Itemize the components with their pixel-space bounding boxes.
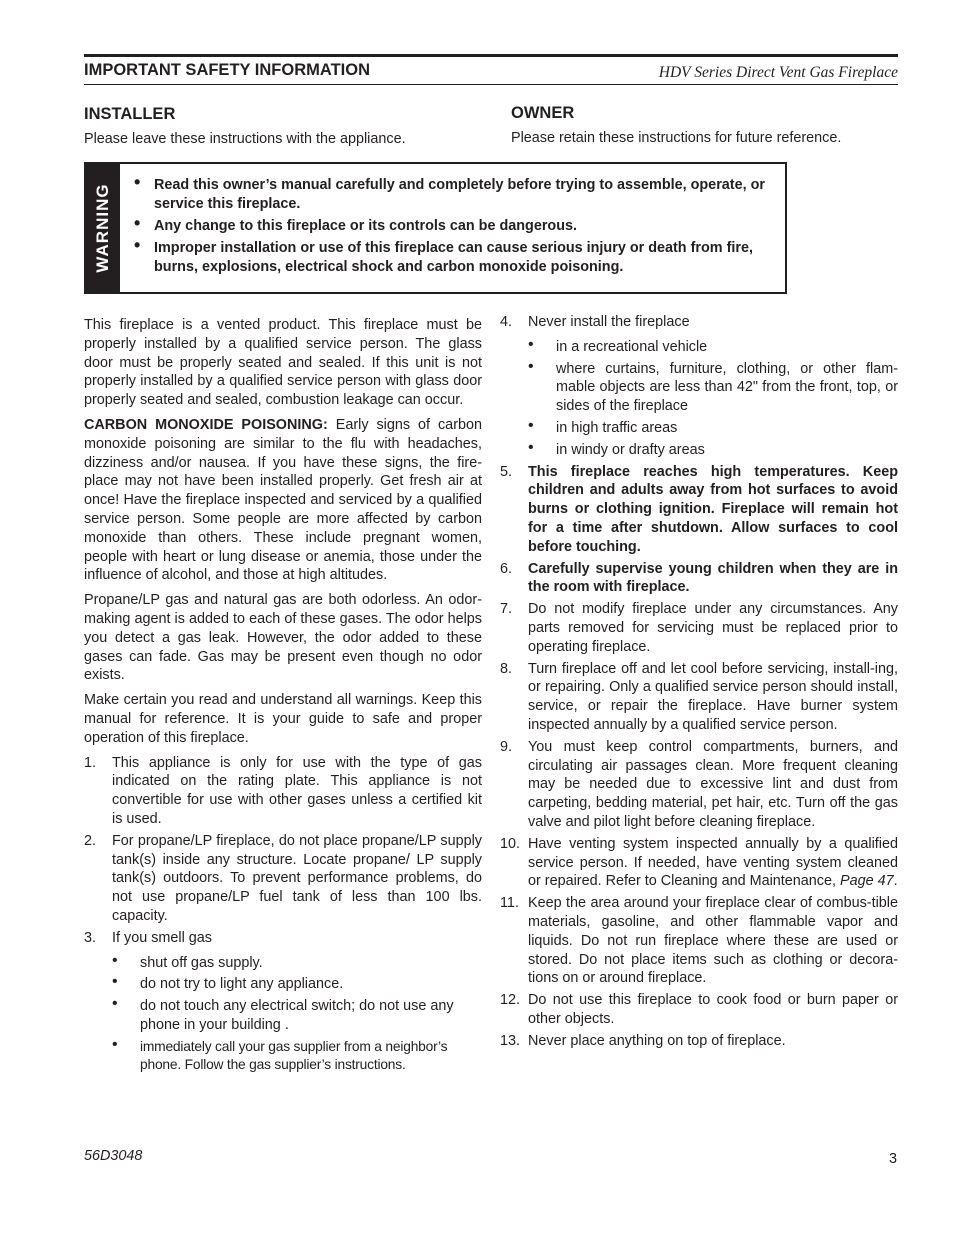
- right-column: [500, 313, 898, 1053]
- product-title: HDV Series Direct Vent Gas Fireplace: [658, 64, 898, 81]
- bullet-item: • immediately call your gas supplier from a neighbor’s phone. Follow the gas supplier’s instructions.: [112, 1038, 482, 1076]
- list-item: 2. For propane/LP fireplace, do not place propane/LP supply tank(s) inside any structure. Locate propane/ LP supply tank(s) outdoors. To prevent performance problems, do not use propane/LP fuel tank of less than 100 lbs. capacity.: [84, 832, 482, 924]
- warning-box: [84, 162, 787, 294]
- warning-item: • Improper installation or use of this fireplace can cause serious injury or death from fire, burns, explosions, electrical shock and carbon monoxide poisoning.: [134, 239, 773, 277]
- warning-label: WARNING: [93, 183, 112, 273]
- warning-item: • Read this owner’s manual carefully and completely before trying to assemble, operate, or service this fireplace.: [134, 176, 773, 214]
- section-title: IMPORTANT SAFETY INFORMATION: [84, 61, 370, 79]
- carbon-monoxide-paragraph: [84, 416, 482, 585]
- list-item: 10. Have venting system inspected annually by a qualified service person. If needed, have venting system cleaned or repaired. Refer to Cleaning and Maintenance, Page 47.: [500, 835, 898, 890]
- list-item: 11. Keep the area around your fireplace clear of combus-tible materials, gasoline, and other flammable vapor and liquids. Do not run fireplace where these are used or stored. Do not place items such as clothing or decora-tions on or around fireplace.: [500, 895, 898, 987]
- list-item: 12. Do not use this fireplace to cook food or burn paper or other objects.: [500, 992, 898, 1027]
- bullet-item: • do not touch any electrical switch; do not use any phone in your building .: [112, 997, 482, 1035]
- safety-list-left: [84, 754, 482, 1076]
- left-column: [84, 316, 482, 1078]
- document-number: 56D3048: [84, 1148, 143, 1164]
- header-top-rule: [84, 54, 898, 57]
- odorless-gas-paragraph: Propane/LP gas and natural gas are both odorless. An odor-making agent is added to each of these gases. The odor helps you detect a gas leak. However, the odor added to these gases can fade. Gas may be present even though no odor exists.: [84, 592, 482, 684]
- list-item: 3. If you smell gas • shut off gas supply. • do not try to light any appliance. • do not touch any electrical switch; do not use any phone in your building . • immediately call your gas supplier from a neighbor’s phone. Follow the gas supplier’s instructions.: [84, 929, 482, 1076]
- bullet-item: • in windy or drafty areas: [528, 441, 898, 460]
- install-location-bullets: [528, 338, 898, 460]
- warning-list: [134, 176, 773, 280]
- carbon-monoxide-label: CARBON MONOXIDE POISONING:: [84, 416, 328, 433]
- gas-smell-bullets: [112, 954, 482, 1076]
- warning-item: • Any change to this fireplace or its controls can be dangerous.: [134, 217, 773, 236]
- owner-heading: OWNER: [511, 104, 575, 122]
- page-reference: Page 47: [840, 873, 894, 890]
- read-warnings-paragraph: Make certain you read and understand all warnings. Keep this manual for reference. It is your guide to safe and proper operation of this fireplace.: [84, 692, 482, 746]
- list-item: 4. Never install the fireplace • in a recreational vehicle • where curtains, furniture, clothing, or other flam-mable objects are less than 42" from the front, top, or sides of the fireplace • in high traffic areas • in windy or drafty areas: [500, 313, 898, 460]
- list-item: 9. You must keep control compartments, burners, and circulating air passages clean. More frequent cleaning may be needed due to excessive lint and dust from carpeting, bedding material, pet hair, etc. Turn off the gas valve and pilot light before cleaning fireplace.: [500, 738, 898, 830]
- list-item: 6. Carefully supervise young children when they are in the room with fireplace.: [500, 560, 898, 596]
- bullet-item: • in high traffic areas: [528, 419, 898, 438]
- installer-text: Please leave these instructions with the appliance.: [84, 131, 406, 147]
- list-item: 1. This appliance is only for use with the type of gas indicated on the rating plate. This appliance is not convertible for use with other gases unless a certified kit is used.: [84, 754, 482, 827]
- list-item: 13. Never place anything on top of fireplace.: [500, 1032, 786, 1049]
- bullet-item: • shut off gas supply.: [112, 954, 482, 973]
- vented-product-paragraph: This fireplace is a vented product. This fireplace must be properly installed by a qualified service person. The glass door must be properly seated and sealed. If this unit is not properly installed by a qualified service person with glass door properly seated and sealed, combustion leakage can occur.: [84, 317, 482, 409]
- page-number: 3: [888, 1151, 897, 1167]
- list-item: 5. This fireplace reaches high temperatures. Keep children and adults away from hot surfaces to avoid burns or clothing ignition. Fireplace will remain hot for a time after shutdown. Allow surfaces to cool before touching.: [500, 463, 898, 555]
- bullet-item: • in a recreational vehicle: [528, 338, 898, 357]
- list-item: 7. Do not modify fireplace under any circumstances. Any parts removed for servicing must be replaced prior to operating fireplace.: [500, 601, 898, 655]
- bullet-item: • do not try to light any appliance.: [112, 975, 482, 994]
- carbon-monoxide-text: Early signs of carbon monoxide poisoning are similar to the flu with headaches, dizziness and/or nausea. If you have these signs, the fire-place may not have been installed properly. Get fresh air at once! Have the fireplace inspected and serviced by a qualified service person. Some people are more affected by carbon monoxide than others. These include pregnant women, people with heart or lung disease or anemia, those under the influence of alcohol, and those at high altitudes.: [84, 416, 482, 584]
- safety-list-right: [500, 313, 898, 1050]
- bullet-item: • where curtains, furniture, clothing, or other flam-mable objects are less than 42" from the front, top, or sides of the fireplace: [528, 360, 898, 416]
- owner-text: Please retain these instructions for future reference.: [511, 130, 842, 146]
- installer-heading: INSTALLER: [84, 105, 176, 123]
- warning-tab: [86, 164, 120, 292]
- header-bottom-rule: [84, 84, 898, 85]
- list-item: 8. Turn fireplace off and let cool before servicing, install-ing, or repairing. Only a qualified service person should install, service, or repair the fireplace. Have burner system inspected annually by a qualified service person.: [500, 660, 898, 733]
